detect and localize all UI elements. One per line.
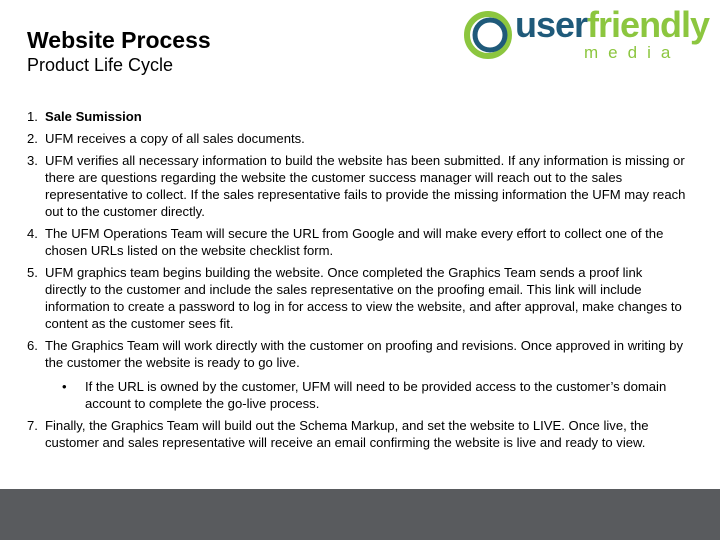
logo-media-text: media [584, 43, 681, 62]
footer-bar [0, 489, 720, 540]
step-item [27, 225, 687, 259]
page-subtitle: Product Life Cycle [27, 55, 174, 75]
step-text: UFM verifies all necessary information to build the website has been submitted. If any information is missing or there are questions regarding the website the customer success manager will reach out to the sales representative to collect. If the sales representative fails to provide the missing information the UFM may reach out to the customer directly. [45, 153, 686, 219]
step-number: 5. [27, 265, 38, 280]
step-item [27, 417, 687, 451]
step-item [27, 130, 687, 147]
page-title: Website Process [27, 27, 211, 53]
step-text: Finally, the Graphics Team will build out the Schema Markup, and set the website to LIVE. Once live, the customer and sales representative will receive an email confirming the website is live and ready to view. [45, 418, 649, 450]
logo-ring-icon [462, 9, 514, 61]
step-item [27, 152, 687, 220]
step-text: UFM graphics team begins building the website. Once completed the Graphics Team sends a proof link directly to the customer and include the sales representative on the proofing email. This link will include information to create a password to log in for access to view the website, and after approval, make changes to content as the customer sees fit. [45, 265, 682, 331]
step-number: 7. [27, 418, 38, 433]
step-number: 6. [27, 338, 38, 353]
bullet-icon: • [62, 379, 67, 394]
step-number: 3. [27, 153, 38, 168]
step-number: 1. [27, 109, 38, 124]
logo-wordmark: userfriendly [515, 4, 710, 45]
user-friendly-media-logo [462, 4, 710, 63]
step-item [27, 108, 687, 125]
step-item [27, 337, 687, 412]
step-item [27, 264, 687, 332]
step-number: 2. [27, 131, 38, 146]
sub-bullet-item [27, 378, 687, 412]
step-text: The Graphics Team will work directly with the customer on proofing and revisions. Once approved in writing by the customer the website is ready to go live. [45, 338, 683, 370]
step-text: UFM receives a copy of all sales documents. [45, 131, 305, 146]
sub-bullet-text: If the URL is owned by the customer, UFM will need to be provided access to the customer’s domain account to complete the go-live process. [85, 379, 667, 411]
step-text: The UFM Operations Team will secure the URL from Google and will make every effort to collect one of the chosen URLs listed on the website checklist form. [45, 226, 664, 258]
process-steps-list [27, 108, 687, 456]
step-number: 4. [27, 226, 38, 241]
step-text: Sale Sumission [45, 109, 142, 124]
